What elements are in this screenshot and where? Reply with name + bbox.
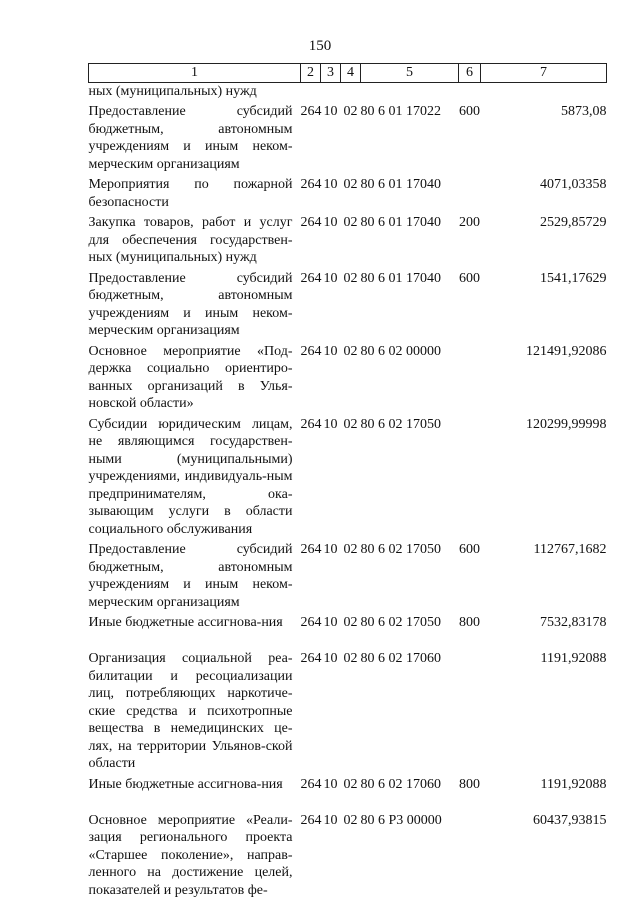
row-amount: 60437,93815	[533, 812, 607, 828]
header-col-7: 7	[481, 64, 607, 83]
row-expense-type: 800	[459, 615, 480, 630]
row-ministry-code: 264	[300, 812, 322, 828]
budget-table	[88, 63, 607, 902]
row-subsection: 02	[343, 215, 358, 230]
row-section: 10	[323, 343, 338, 359]
row-expense-type	[459, 176, 481, 214]
row-amount: 121491,92086	[526, 343, 607, 359]
row-expense-type	[459, 650, 481, 776]
row-ministry-code: 264	[300, 776, 322, 792]
row-target-code: 80 6 02 17050	[360, 615, 441, 630]
row-name: Предоставление субсидий бюджетным, автономным учреждениям и иным неком-мерческим организациям	[88, 270, 293, 338]
row-amount: 7532,83178	[540, 615, 607, 630]
row-ministry-code: 264	[300, 270, 322, 286]
row-subsection: 02	[343, 416, 358, 432]
row-amount: 1541,17629	[540, 270, 607, 286]
row-ministry-code: 264	[300, 343, 322, 359]
row-amount: 112767,1682	[533, 542, 607, 557]
row-name: ных (муниципальных) нужд	[88, 83, 257, 99]
row-subsection: 02	[343, 651, 358, 666]
row-expense-type: 600	[459, 270, 480, 286]
row-expense-type: 800	[459, 776, 480, 792]
row-target-code: 80 6 02 17050	[360, 542, 441, 557]
row-ministry-code: 264	[300, 215, 322, 230]
row-target-code: 80 6 01 17040	[360, 270, 441, 286]
row-subsection: 02	[343, 776, 358, 792]
row-expense-type	[459, 812, 481, 903]
row-amount	[481, 82, 607, 103]
row-ministry-code: 264	[300, 542, 322, 557]
row-amount: 5873,08	[561, 104, 607, 119]
row-target-code: 80 6 02 17060	[360, 776, 441, 792]
row-amount: 1191,92088	[540, 651, 607, 666]
row-section	[321, 82, 341, 103]
row-target-code: 80 6 02 17050	[360, 416, 441, 432]
row-section: 10	[323, 215, 338, 230]
row-amount: 120299,99998	[526, 416, 607, 432]
row-subsection: 02	[343, 343, 358, 359]
row-target-code: 80 6 01 17040	[360, 215, 441, 230]
row-name: Субсидии юридическим лицам, не являющимся государствен-ными (муниципальными) учреждениями, индивидуаль-ным предпринимателям, ока-зывающим услуги в области социального обслуживания	[88, 416, 293, 537]
table-row	[89, 82, 607, 103]
row-subsection: 02	[343, 177, 358, 192]
row-name: Основное мероприятие «Реали-зация регионального проекта «Старшее поколение», направ-ленного на достижение целей, показателей и результатов фе-	[88, 812, 293, 898]
row-section: 10	[323, 615, 338, 630]
table-row	[89, 812, 607, 903]
header-col-5: 5	[361, 64, 459, 83]
row-subsection	[341, 82, 361, 103]
row-target-code: 80 6 01 17022	[360, 104, 441, 119]
row-name: Иные бюджетные ассигнова-ния	[88, 615, 283, 630]
row-section: 10	[323, 416, 338, 432]
row-subsection: 02	[343, 542, 358, 557]
table-row	[89, 176, 607, 214]
row-expense-type	[459, 82, 481, 103]
row-expense-type: 200	[459, 215, 480, 230]
row-amount: 2529,85729	[540, 215, 607, 230]
row-section: 10	[323, 177, 338, 192]
table-row	[89, 650, 607, 776]
table-row	[89, 541, 607, 614]
row-subsection: 02	[343, 104, 358, 119]
row-name: Закупка товаров, работ и услуг для обеспечения государствен-ных (муниципальных) нужд	[88, 215, 293, 265]
table-header-row	[89, 64, 607, 83]
row-expense-type	[459, 416, 481, 542]
row-target-code	[361, 82, 459, 103]
row-section: 10	[323, 651, 338, 666]
header-col-6: 6	[459, 64, 481, 83]
row-ministry-code	[301, 82, 321, 103]
row-ministry-code: 264	[300, 651, 322, 666]
header-col-4: 4	[341, 64, 361, 83]
row-section: 10	[323, 812, 338, 828]
row-section: 10	[323, 104, 338, 119]
row-section: 10	[323, 776, 338, 792]
row-section: 10	[323, 542, 338, 557]
table-row	[89, 214, 607, 270]
row-expense-type	[459, 343, 481, 416]
row-ministry-code: 264	[300, 416, 322, 432]
page-number: 150	[308, 38, 332, 54]
table-row	[89, 343, 607, 416]
row-amount: 1191,92088	[540, 776, 607, 792]
row-subsection: 02	[343, 812, 358, 828]
row-name: Основное мероприятие «Под-держка социально ориентиро-ванных организаций в Улья-новской области»	[88, 343, 293, 411]
row-target-code: 80 6 02 17060	[360, 651, 441, 666]
row-target-code: 80 6 Р3 00000	[360, 812, 442, 828]
row-expense-type: 600	[459, 542, 480, 557]
row-expense-type: 600	[459, 104, 480, 119]
row-ministry-code: 264	[300, 177, 322, 192]
row-amount: 4071,03358	[540, 177, 607, 192]
row-section: 10	[323, 270, 338, 286]
row-name: Предоставление субсидий бюджетным, автономным учреждениям и иным неком-мерческим организациям	[88, 104, 293, 172]
row-target-code: 80 6 02 00000	[360, 343, 441, 359]
header-col-3: 3	[321, 64, 341, 83]
table-row	[89, 270, 607, 343]
row-ministry-code: 264	[300, 104, 322, 119]
header-col-2: 2	[301, 64, 321, 83]
row-target-code: 80 6 01 17040	[360, 177, 441, 192]
row-subsection: 02	[343, 270, 358, 286]
table-row	[89, 776, 607, 812]
row-name: Организация социальной реа-билитации и ресоциализации лиц, потребляющих наркотиче-ские средства и психотропные вещества в немедицинских це-лях, на территории Ульянов-ской области	[88, 651, 293, 771]
row-ministry-code: 264	[300, 615, 322, 630]
header-col-1: 1	[89, 64, 301, 83]
row-name: Мероприятия по пожарной безопасности	[88, 177, 293, 210]
table-row	[89, 103, 607, 176]
row-subsection: 02	[343, 615, 358, 630]
table-row	[89, 416, 607, 542]
row-name: Предоставление субсидий бюджетным, автономным учреждениям и иным неком-мерческим организациям	[88, 542, 293, 610]
row-name: Иные бюджетные ассигнова-ния	[88, 776, 283, 792]
table-row	[89, 614, 607, 650]
